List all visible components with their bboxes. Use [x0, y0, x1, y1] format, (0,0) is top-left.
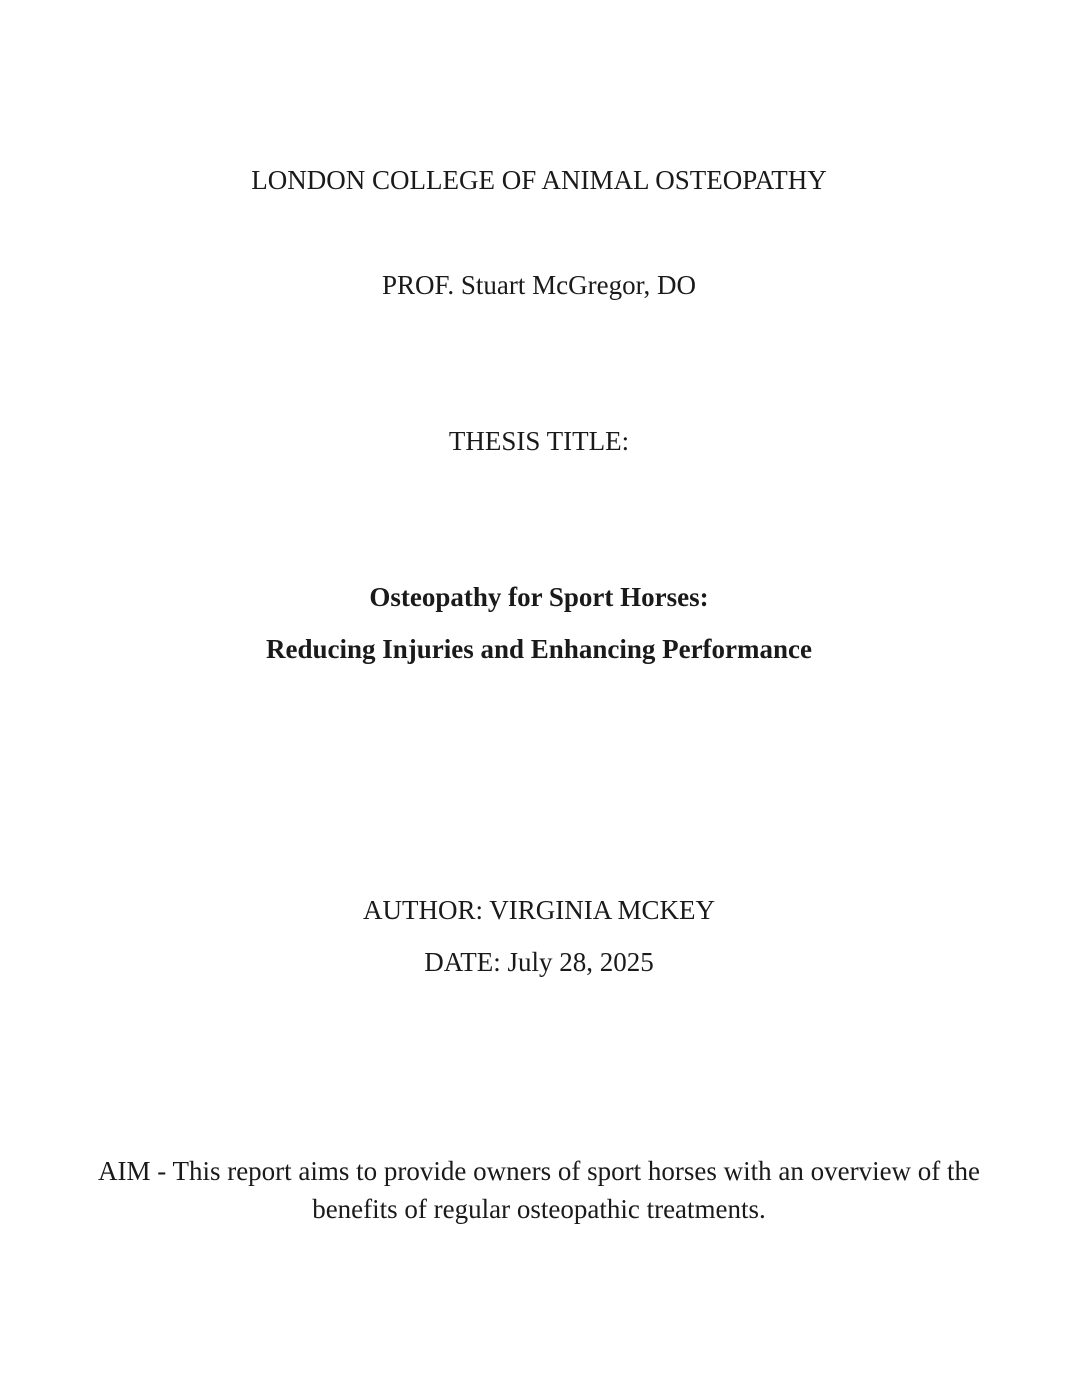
- thesis-title-label: THESIS TITLE:: [448, 426, 630, 456]
- date-line: DATE: July 28, 2025: [424, 947, 654, 977]
- thesis-title-line-2: Reducing Injuries and Enhancing Performance: [265, 634, 813, 664]
- aim-statement: AIM - This report aims to provide owners of sport horses with an overview of the benefits of regular osteopathic treatments.: [97, 1156, 981, 1224]
- supervisor-name: PROF. Stuart McGregor, DO: [382, 270, 696, 300]
- thesis-title-line-1: Osteopathy for Sport Horses:: [369, 582, 709, 612]
- institution-name: LONDON COLLEGE OF ANIMAL OSTEOPATHY: [251, 165, 827, 195]
- author-line: AUTHOR: VIRGINIA MCKEY: [362, 895, 715, 925]
